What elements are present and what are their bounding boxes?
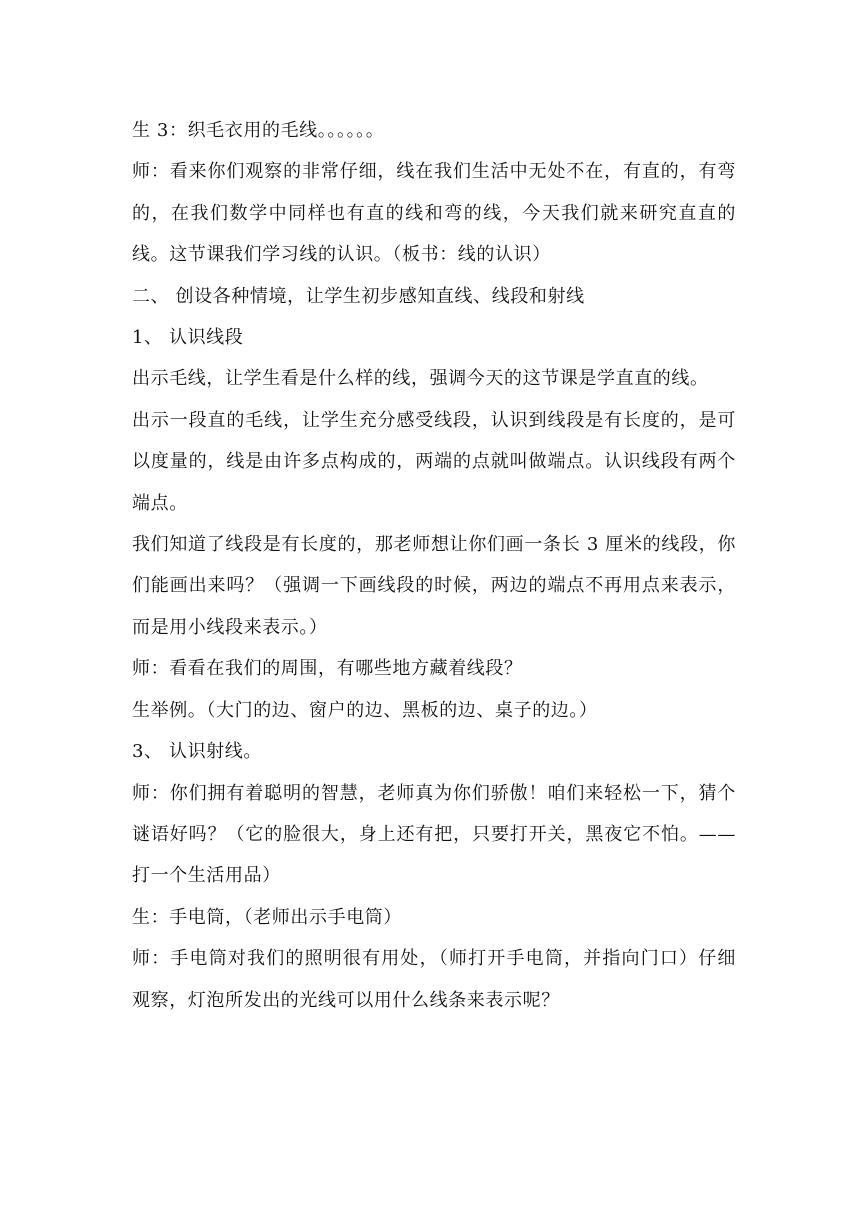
paragraph-student-3-answer: 生 3：织毛衣用的毛线。。。。。。	[132, 120, 385, 141]
paragraph-show-yarn: 出示毛线，让学生看是什么样的线，强调今天的这节课是学直直的线。	[132, 368, 709, 390]
paragraph-student-examples: 生举例。（大门的边、窗户的边、黑板的边、桌子的边。）	[132, 699, 598, 721]
document-body	[132, 110, 736, 1021]
section-heading-2: 二、 创设各种情境，让学生初步感知直线、线段和射线	[132, 285, 585, 307]
subsection-heading-ray: 3、 认识射线。	[132, 741, 262, 763]
paragraph-draw-segment: 我们知道了线段是有长度的，那老师想让你们画一条长 3 厘米的线段，你们能画出来吗？（强调一下画线段的时候，两边的端点不再用点来表示，而是用小线段来表示。）	[132, 534, 736, 638]
paragraph-student-flashlight: 生：手电筒，（老师出示手电筒）	[132, 906, 402, 928]
paragraph-teacher-question: 师：看看在我们的周围，有哪些地方藏着线段？	[132, 658, 523, 680]
subsection-heading-line-segment: 1、 认识线段	[132, 327, 244, 349]
paragraph-teacher-flashlight: 师：手电筒对我们的照明很有用处，（师打开手电筒，并指向门口）仔细观察，灯泡所发出的光线可以用什么线条来表示呢？	[132, 948, 736, 1011]
paragraph-segment-properties: 出示一段直的毛线，让学生充分感受线段，认识到线段是有长度的，是可以度量的，线是由许多点构成的，两端的点就叫做端点。认识线段有两个端点。	[132, 409, 736, 514]
paragraph-riddle: 师：你们拥有着聪明的智慧，老师真为你们骄傲！咱们来轻松一下，猜个谜语好吗？（它的脸很大，身上还有把，只要打开关，黑夜它不怕。——打一个生活用品）	[132, 782, 736, 887]
paragraph-teacher-intro: 师：看来你们观察的非常仔细，线在我们生活中无处不在，有直的，有弯的，在我们数学中同样也有直的线和弯的线，今天我们就来研究直直的线。这节课我们学习线的认识。（板书：线的认识）	[132, 161, 736, 266]
